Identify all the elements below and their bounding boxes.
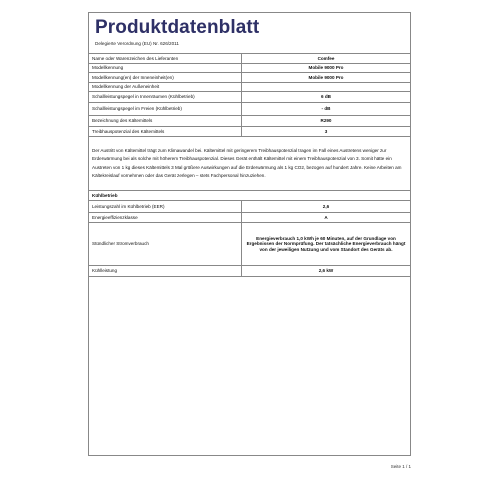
row-label: Treibhauspotenzial des Kältemittels: [89, 127, 242, 137]
section-row: [89, 191, 411, 201]
row-value: R290: [242, 116, 411, 127]
hourly-consumption-label: Stündlicher Stromverbrauch: [89, 223, 242, 266]
hourly-consumption-value: Energieverbrauch 1,0 kWh je 60 Minuten, auf der Grundlage von Ergebnissen der Normprüfung. Der tatsächliche Energieverbrauch hängt von der jeweiligen Nutzung und vom Standort des Geräts ab.: [242, 223, 411, 266]
row-value: Mobile 9000 Pro: [242, 64, 411, 73]
table-row: [89, 92, 411, 103]
table-row: [89, 213, 411, 223]
table-row: [89, 64, 411, 73]
header-box: [88, 12, 411, 54]
eer-label: Leistungszahl im Kühlbetrieb (EER): [89, 201, 242, 213]
cooling-capacity-label: Kühlleistung: [89, 266, 242, 277]
table-row: [89, 127, 411, 137]
table-row: [89, 223, 411, 266]
eer-value: 2,6: [242, 201, 411, 213]
row-label: Bezeichnung des Kältemittels: [89, 116, 242, 127]
product-data-sheet: [88, 12, 411, 476]
regulation-reference: Delegierte Verordnung (EU) Nr. 626/2011: [95, 41, 179, 46]
table-row: [89, 266, 411, 277]
row-label: Schallleistungspegel in Innenräumen (Kühlbetrieb): [89, 92, 242, 103]
empty-area-row: [89, 277, 411, 456]
efficiency-class-value: A: [242, 213, 411, 223]
row-label: Modellkennung(en) der Inneneinheit(en): [89, 73, 242, 83]
row-value: Mobile 9000 Pro: [242, 73, 411, 83]
data-table: [88, 53, 411, 456]
row-value: Comfee: [242, 54, 411, 64]
gwp-note-row: [89, 137, 411, 191]
gwp-note: Der Austritt von Kältemittel trägt zum Klimawandel bei. Kältemittel mit geringerem Treibhauspotenzial tragen im Fall eines Austretens weniger zur Erderwärmung bei als solche mit höherem Treibhauspotenzial. Dieses Gerät enthält Kältemittel mit einem Treibhauspotenzial von 3. Somit hätte ein Austreten von 1 kg dieses Kältemittels 3 Mal größere Auswirkungen auf die Erderwärmung als 1 kg CO2, bezogen auf hundert Jahre. Keine Arbeiten am Kältekreislauf vornehmen oder das Gerät zerlegen – stets Fachpersonal hinzuziehen.: [89, 137, 411, 191]
row-value: [242, 83, 411, 92]
row-label: Modellkennung: [89, 64, 242, 73]
efficiency-class-label: Energieeffizienzklasse: [89, 213, 242, 223]
cooling-section-label: Kühlbetrieb: [89, 191, 411, 201]
row-label: Modellkennung der Außeneinheit: [89, 83, 242, 92]
empty-area: [89, 277, 411, 456]
table-row: [89, 201, 411, 213]
document-title: Produktdatenblatt: [95, 17, 260, 38]
cooling-capacity-value: 2,6 kW: [242, 266, 411, 277]
table-row: [89, 73, 411, 83]
row-label: Name oder Warenzeichen des Lieferanten: [89, 54, 242, 64]
table-row: [89, 54, 411, 64]
row-value: - dB: [242, 103, 411, 116]
table-row: [89, 103, 411, 116]
page-number: Seite 1 / 1: [390, 464, 411, 469]
table-row: [89, 83, 411, 92]
table-row: [89, 116, 411, 127]
row-value: 6 dB: [242, 92, 411, 103]
row-label: Schallleistungspegel im Freien (Kühlbetrieb): [89, 103, 242, 116]
row-value: 3: [242, 127, 411, 137]
